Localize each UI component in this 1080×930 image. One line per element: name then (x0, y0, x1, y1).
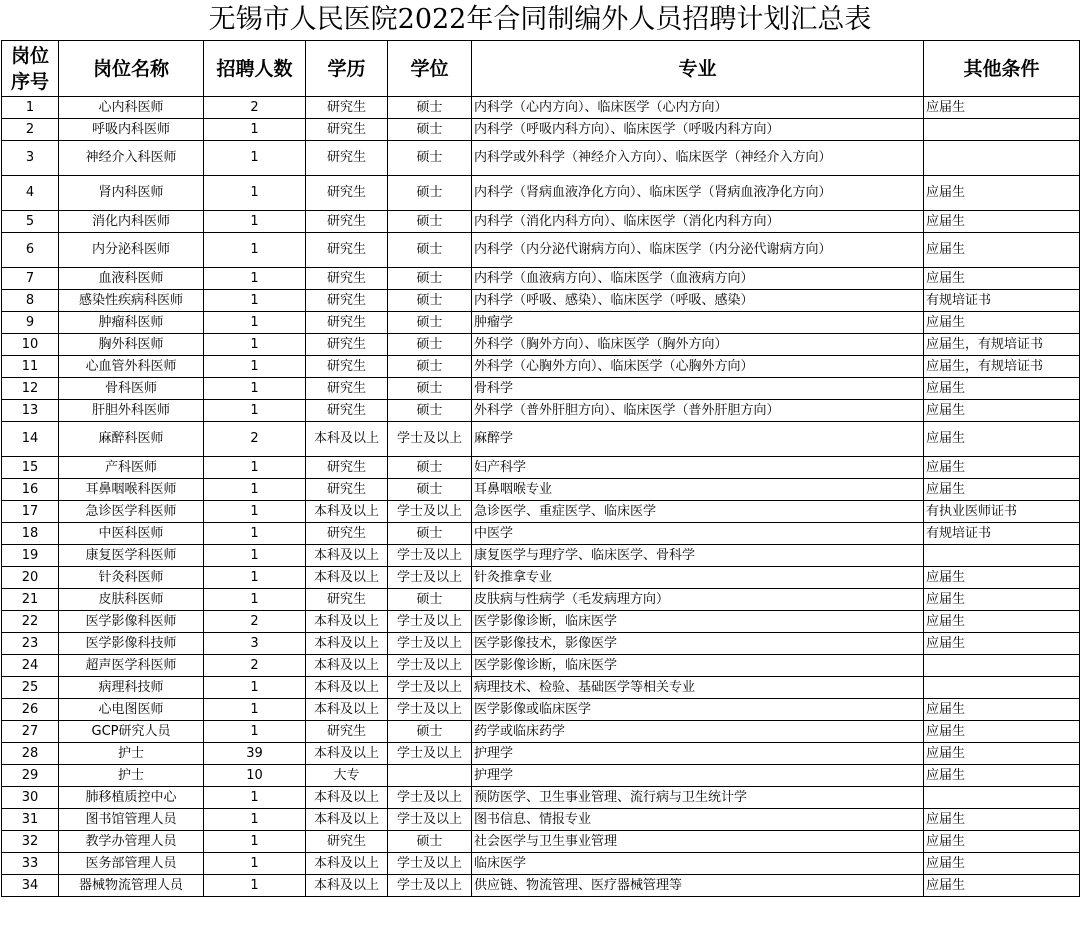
cell-major: 中医学 (472, 523, 924, 545)
cell-other-conditions: 应届生 (924, 400, 1080, 422)
cell-post-name: 康复医学科医师 (59, 545, 204, 567)
cell-other-conditions: 应届生 (924, 853, 1080, 875)
cell-degree: 硕士 (388, 356, 472, 378)
table-row (2, 633, 1080, 655)
cell-count: 2 (204, 655, 306, 677)
cell-degree: 学士及以上 (388, 633, 472, 655)
cell-degree: 学士及以上 (388, 699, 472, 721)
cell-degree: 硕士 (388, 312, 472, 334)
cell-count: 1 (204, 479, 306, 501)
cell-post-name: 内分泌科医师 (59, 233, 204, 268)
cell-other-conditions: 应届生 (924, 589, 1080, 611)
cell-major: 康复医学与理疗学、临床医学、骨科学 (472, 545, 924, 567)
cell-degree: 硕士 (388, 831, 472, 853)
cell-education: 本科及以上 (306, 545, 388, 567)
cell-degree: 学士及以上 (388, 743, 472, 765)
cell-count: 3 (204, 633, 306, 655)
cell-education: 研究生 (306, 523, 388, 545)
table-row (2, 875, 1080, 897)
cell-post-name: 肝胆外科医师 (59, 400, 204, 422)
cell-post-name: 皮肤科医师 (59, 589, 204, 611)
cell-degree: 学士及以上 (388, 655, 472, 677)
cell-major: 内科学（心内方向）、临床医学（心内方向） (472, 97, 924, 119)
cell-education: 研究生 (306, 211, 388, 233)
cell-post-name: 肺移植质控中心 (59, 787, 204, 809)
cell-post-no: 24 (2, 655, 59, 677)
cell-major: 病理技术、检验、基础医学等相关专业 (472, 677, 924, 699)
cell-post-no: 15 (2, 457, 59, 479)
cell-major: 肿瘤学 (472, 312, 924, 334)
cell-major: 医学影像诊断，临床医学 (472, 655, 924, 677)
cell-other-conditions (924, 119, 1080, 141)
table-row (2, 356, 1080, 378)
cell-other-conditions (924, 677, 1080, 699)
table-row (2, 545, 1080, 567)
cell-major: 图书信息、情报专业 (472, 809, 924, 831)
cell-education: 本科及以上 (306, 853, 388, 875)
cell-count: 1 (204, 290, 306, 312)
table-row (2, 290, 1080, 312)
cell-count: 2 (204, 422, 306, 457)
cell-education: 本科及以上 (306, 633, 388, 655)
cell-major: 针灸推拿专业 (472, 567, 924, 589)
cell-education: 大专 (306, 765, 388, 787)
cell-post-name: 消化内科医师 (59, 211, 204, 233)
cell-post-no: 3 (2, 141, 59, 176)
cell-post-name: 心血管外科医师 (59, 356, 204, 378)
cell-count: 10 (204, 765, 306, 787)
cell-post-no: 17 (2, 501, 59, 523)
cell-education: 本科及以上 (306, 677, 388, 699)
cell-other-conditions: 应届生 (924, 268, 1080, 290)
cell-post-no: 13 (2, 400, 59, 422)
cell-degree: 硕士 (388, 141, 472, 176)
cell-degree (388, 765, 472, 787)
cell-degree: 硕士 (388, 119, 472, 141)
table-row (2, 611, 1080, 633)
cell-degree: 学士及以上 (388, 677, 472, 699)
cell-other-conditions: 应届生 (924, 211, 1080, 233)
cell-degree: 硕士 (388, 176, 472, 211)
cell-education: 本科及以上 (306, 875, 388, 897)
table-row (2, 523, 1080, 545)
cell-count: 1 (204, 119, 306, 141)
cell-education: 本科及以上 (306, 787, 388, 809)
cell-other-conditions: 应届生，有规培证书 (924, 356, 1080, 378)
cell-post-no: 32 (2, 831, 59, 853)
cell-count: 1 (204, 831, 306, 853)
cell-degree: 学士及以上 (388, 611, 472, 633)
cell-other-conditions: 应届生 (924, 699, 1080, 721)
cell-major: 护理学 (472, 743, 924, 765)
cell-degree: 学士及以上 (388, 853, 472, 875)
cell-post-no: 14 (2, 422, 59, 457)
cell-post-no: 10 (2, 334, 59, 356)
cell-count: 39 (204, 743, 306, 765)
cell-other-conditions: 有规培证书 (924, 523, 1080, 545)
cell-count: 1 (204, 457, 306, 479)
cell-post-no: 1 (2, 97, 59, 119)
cell-other-conditions: 应届生 (924, 611, 1080, 633)
cell-degree: 硕士 (388, 589, 472, 611)
cell-post-no: 11 (2, 356, 59, 378)
cell-post-name: 急诊医学科医师 (59, 501, 204, 523)
cell-education: 研究生 (306, 119, 388, 141)
cell-post-no: 7 (2, 268, 59, 290)
cell-major: 外科学（普外肝胆方向）、临床医学（普外肝胆方向） (472, 400, 924, 422)
cell-post-no: 12 (2, 378, 59, 400)
cell-degree: 学士及以上 (388, 567, 472, 589)
cell-post-name: 骨科医师 (59, 378, 204, 400)
table-row (2, 655, 1080, 677)
cell-other-conditions (924, 141, 1080, 176)
cell-post-no: 2 (2, 119, 59, 141)
header-education: 学历 (306, 41, 388, 97)
cell-degree: 硕士 (388, 400, 472, 422)
cell-degree: 学士及以上 (388, 422, 472, 457)
cell-major: 供应链、物流管理、医疗器械管理等 (472, 875, 924, 897)
header-post-no: 岗位序号 (2, 41, 59, 97)
cell-degree: 硕士 (388, 97, 472, 119)
cell-count: 1 (204, 176, 306, 211)
cell-post-no: 18 (2, 523, 59, 545)
cell-major: 麻醉学 (472, 422, 924, 457)
cell-major: 内科学（肾病血液净化方向）、临床医学（肾病血液净化方向） (472, 176, 924, 211)
cell-count: 1 (204, 787, 306, 809)
cell-count: 1 (204, 677, 306, 699)
cell-count: 1 (204, 853, 306, 875)
cell-degree: 学士及以上 (388, 787, 472, 809)
cell-post-name: 耳鼻咽喉科医师 (59, 479, 204, 501)
cell-education: 本科及以上 (306, 809, 388, 831)
cell-post-name: 胸外科医师 (59, 334, 204, 356)
cell-degree: 硕士 (388, 290, 472, 312)
table-row (2, 176, 1080, 211)
cell-post-no: 19 (2, 545, 59, 567)
table-row (2, 211, 1080, 233)
cell-post-name: 超声医学科医师 (59, 655, 204, 677)
cell-major: 耳鼻咽喉专业 (472, 479, 924, 501)
header-post-name: 岗位名称 (59, 41, 204, 97)
cell-education: 本科及以上 (306, 699, 388, 721)
cell-major: 护理学 (472, 765, 924, 787)
cell-education: 研究生 (306, 378, 388, 400)
table-row (2, 743, 1080, 765)
cell-count: 1 (204, 501, 306, 523)
cell-major: 药学或临床药学 (472, 721, 924, 743)
table-row (2, 853, 1080, 875)
cell-post-no: 8 (2, 290, 59, 312)
cell-degree: 硕士 (388, 523, 472, 545)
cell-count: 1 (204, 268, 306, 290)
table-row (2, 809, 1080, 831)
cell-post-no: 34 (2, 875, 59, 897)
cell-post-name: 心内科医师 (59, 97, 204, 119)
cell-post-name: 感染性疾病科医师 (59, 290, 204, 312)
table-row (2, 787, 1080, 809)
cell-major: 急诊医学、重症医学、临床医学 (472, 501, 924, 523)
table-row (2, 677, 1080, 699)
cell-post-no: 26 (2, 699, 59, 721)
cell-major: 外科学（心胸外方向）、临床医学（心胸外方向） (472, 356, 924, 378)
cell-education: 研究生 (306, 831, 388, 853)
cell-degree: 学士及以上 (388, 809, 472, 831)
cell-post-no: 6 (2, 233, 59, 268)
cell-major: 骨科学 (472, 378, 924, 400)
cell-count: 1 (204, 312, 306, 334)
cell-other-conditions: 应届生 (924, 312, 1080, 334)
header-row (2, 41, 1080, 97)
cell-other-conditions (924, 787, 1080, 809)
cell-post-no: 30 (2, 787, 59, 809)
cell-other-conditions: 应届生 (924, 875, 1080, 897)
cell-other-conditions: 有执业医师证书 (924, 501, 1080, 523)
cell-other-conditions: 应届生 (924, 233, 1080, 268)
cell-education: 研究生 (306, 290, 388, 312)
cell-post-no: 4 (2, 176, 59, 211)
cell-post-no: 28 (2, 743, 59, 765)
cell-post-name: 医学影像科技师 (59, 633, 204, 655)
cell-other-conditions (924, 655, 1080, 677)
table-row (2, 765, 1080, 787)
cell-education: 研究生 (306, 97, 388, 119)
cell-post-name: 教学办管理人员 (59, 831, 204, 853)
cell-count: 1 (204, 545, 306, 567)
table-row (2, 97, 1080, 119)
cell-degree: 学士及以上 (388, 875, 472, 897)
table-row (2, 567, 1080, 589)
cell-post-name: 神经介入科医师 (59, 141, 204, 176)
cell-degree: 硕士 (388, 268, 472, 290)
cell-other-conditions: 有规培证书 (924, 290, 1080, 312)
recruitment-table (1, 40, 1080, 897)
cell-education: 研究生 (306, 589, 388, 611)
cell-post-name: 肿瘤科医师 (59, 312, 204, 334)
cell-other-conditions: 应届生，有规培证书 (924, 334, 1080, 356)
cell-education: 研究生 (306, 334, 388, 356)
cell-post-name: 血液科医师 (59, 268, 204, 290)
cell-major: 内科学（血液病方向）、临床医学（血液病方向） (472, 268, 924, 290)
cell-post-no: 33 (2, 853, 59, 875)
cell-post-no: 31 (2, 809, 59, 831)
cell-degree: 硕士 (388, 457, 472, 479)
cell-post-name: 麻醉科医师 (59, 422, 204, 457)
cell-count: 1 (204, 699, 306, 721)
header-other-conditions: 其他条件 (924, 41, 1080, 97)
cell-post-no: 20 (2, 567, 59, 589)
table-body (2, 97, 1080, 897)
cell-other-conditions: 应届生 (924, 378, 1080, 400)
cell-major: 外科学（胸外方向）、临床医学（胸外方向） (472, 334, 924, 356)
table-row (2, 501, 1080, 523)
header-count: 招聘人数 (204, 41, 306, 97)
cell-other-conditions (924, 545, 1080, 567)
cell-major: 内科学（消化内科方向）、临床医学（消化内科方向） (472, 211, 924, 233)
cell-degree: 硕士 (388, 334, 472, 356)
cell-post-name: 病理科技师 (59, 677, 204, 699)
table-row (2, 334, 1080, 356)
cell-post-name: 图书馆管理人员 (59, 809, 204, 831)
table-row (2, 457, 1080, 479)
cell-post-name: 心电图医师 (59, 699, 204, 721)
cell-other-conditions: 应届生 (924, 721, 1080, 743)
cell-education: 研究生 (306, 721, 388, 743)
cell-education: 研究生 (306, 141, 388, 176)
cell-degree: 学士及以上 (388, 501, 472, 523)
cell-count: 1 (204, 141, 306, 176)
cell-education: 研究生 (306, 457, 388, 479)
cell-education: 研究生 (306, 356, 388, 378)
cell-post-name: 针灸科医师 (59, 567, 204, 589)
cell-post-name: 中医科医师 (59, 523, 204, 545)
cell-count: 1 (204, 875, 306, 897)
table-row (2, 400, 1080, 422)
cell-post-name: 护士 (59, 743, 204, 765)
cell-major: 医学影像诊断，临床医学 (472, 611, 924, 633)
cell-post-name: GCP研究人员 (59, 721, 204, 743)
cell-other-conditions: 应届生 (924, 831, 1080, 853)
cell-education: 研究生 (306, 176, 388, 211)
cell-major: 内科学（呼吸内科方向）、临床医学（呼吸内科方向） (472, 119, 924, 141)
cell-degree: 硕士 (388, 721, 472, 743)
header-major: 专业 (472, 41, 924, 97)
table-row (2, 721, 1080, 743)
cell-post-name: 呼吸内科医师 (59, 119, 204, 141)
table-row (2, 479, 1080, 501)
cell-education: 研究生 (306, 400, 388, 422)
header-degree: 学位 (388, 41, 472, 97)
cell-education: 本科及以上 (306, 743, 388, 765)
table-row (2, 699, 1080, 721)
cell-count: 1 (204, 589, 306, 611)
cell-post-no: 21 (2, 589, 59, 611)
table-row (2, 831, 1080, 853)
cell-post-no: 29 (2, 765, 59, 787)
cell-post-name: 肾内科医师 (59, 176, 204, 211)
table-row (2, 312, 1080, 334)
cell-education: 研究生 (306, 233, 388, 268)
cell-post-no: 23 (2, 633, 59, 655)
cell-education: 本科及以上 (306, 422, 388, 457)
cell-post-no: 5 (2, 211, 59, 233)
cell-count: 2 (204, 97, 306, 119)
cell-count: 1 (204, 211, 306, 233)
cell-education: 本科及以上 (306, 655, 388, 677)
cell-count: 1 (204, 356, 306, 378)
cell-education: 研究生 (306, 479, 388, 501)
cell-degree: 硕士 (388, 211, 472, 233)
cell-count: 2 (204, 611, 306, 633)
cell-degree: 硕士 (388, 479, 472, 501)
cell-degree: 硕士 (388, 233, 472, 268)
table-row (2, 141, 1080, 176)
cell-post-no: 16 (2, 479, 59, 501)
table-row (2, 268, 1080, 290)
cell-post-no: 27 (2, 721, 59, 743)
cell-education: 研究生 (306, 312, 388, 334)
cell-other-conditions: 应届生 (924, 743, 1080, 765)
cell-count: 1 (204, 378, 306, 400)
cell-post-name: 产科医师 (59, 457, 204, 479)
sheet-title: 无锡市人民医院2022年合同制编外人员招聘计划汇总表 (208, 4, 872, 35)
cell-post-no: 9 (2, 312, 59, 334)
cell-count: 1 (204, 809, 306, 831)
cell-major: 医学影像或临床医学 (472, 699, 924, 721)
cell-major: 内科学（内分泌代谢病方向）、临床医学（内分泌代谢病方向） (472, 233, 924, 268)
cell-education: 本科及以上 (306, 501, 388, 523)
cell-other-conditions: 应届生 (924, 97, 1080, 119)
table-row (2, 119, 1080, 141)
cell-post-name: 器械物流管理人员 (59, 875, 204, 897)
cell-post-name: 护士 (59, 765, 204, 787)
cell-post-no: 25 (2, 677, 59, 699)
cell-major: 皮肤病与性病学（毛发病理方向） (472, 589, 924, 611)
cell-post-no: 22 (2, 611, 59, 633)
cell-other-conditions: 应届生 (924, 633, 1080, 655)
cell-major: 妇产科学 (472, 457, 924, 479)
cell-major: 医学影像技术，影像医学 (472, 633, 924, 655)
cell-other-conditions: 应届生 (924, 457, 1080, 479)
cell-other-conditions: 应届生 (924, 809, 1080, 831)
cell-post-name: 医学影像科医师 (59, 611, 204, 633)
cell-degree: 硕士 (388, 378, 472, 400)
cell-count: 1 (204, 523, 306, 545)
cell-major: 内科学或外科学（神经介入方向）、临床医学（神经介入方向） (472, 141, 924, 176)
cell-education: 研究生 (306, 268, 388, 290)
cell-other-conditions: 应届生 (924, 567, 1080, 589)
cell-count: 1 (204, 400, 306, 422)
cell-other-conditions: 应届生 (924, 765, 1080, 787)
cell-major: 预防医学、卫生事业管理、流行病与卫生统计学 (472, 787, 924, 809)
table-row (2, 589, 1080, 611)
cell-other-conditions: 应届生 (924, 422, 1080, 457)
cell-major: 社会医学与卫生事业管理 (472, 831, 924, 853)
cell-degree: 学士及以上 (388, 545, 472, 567)
cell-count: 1 (204, 567, 306, 589)
cell-major: 临床医学 (472, 853, 924, 875)
cell-education: 本科及以上 (306, 611, 388, 633)
table-row (2, 233, 1080, 268)
cell-count: 1 (204, 721, 306, 743)
cell-post-name: 医务部管理人员 (59, 853, 204, 875)
table-row (2, 378, 1080, 400)
cell-other-conditions: 应届生 (924, 176, 1080, 211)
table-row (2, 422, 1080, 457)
cell-major: 内科学（呼吸、感染）、临床医学（呼吸、感染） (472, 290, 924, 312)
cell-count: 1 (204, 334, 306, 356)
cell-other-conditions: 应届生 (924, 479, 1080, 501)
cell-count: 1 (204, 233, 306, 268)
cell-education: 本科及以上 (306, 567, 388, 589)
